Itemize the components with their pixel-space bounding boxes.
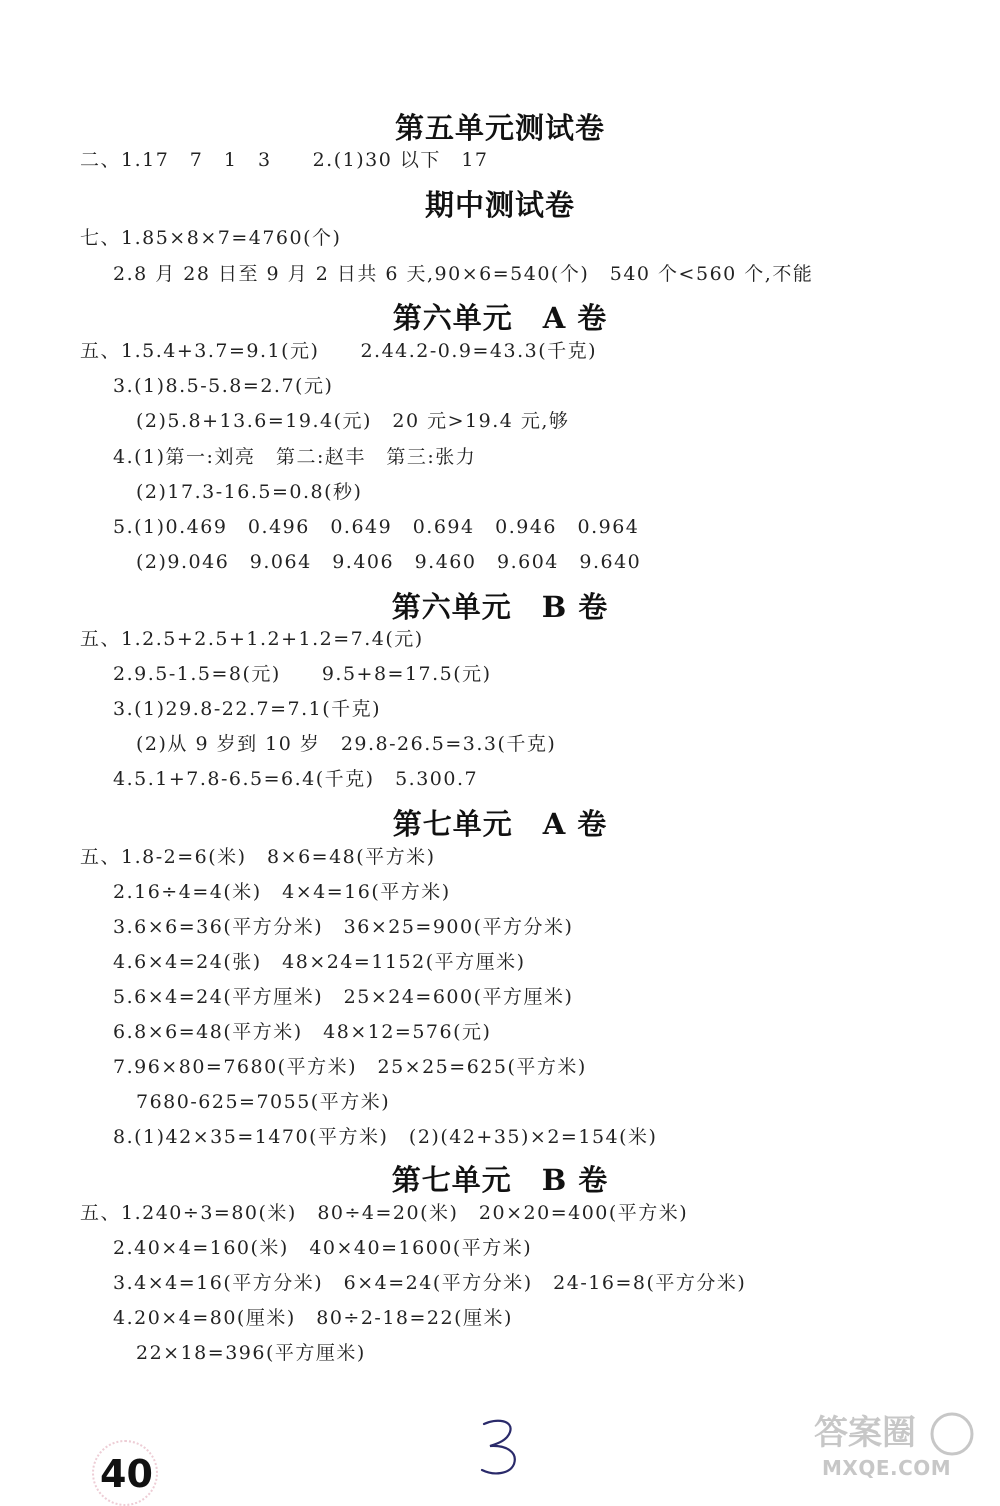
answer-line: 4.6×4=24(张) 48×24=1152(平方厘米) (113, 951, 526, 973)
heading-unit5-test: 第五单元测试卷 (394, 111, 605, 145)
answer-line: 七、1.85×8×7=4760(个) (80, 227, 342, 249)
answer-line: 7.96×80=7680(平方米) 25×25=625(平方米) (113, 1056, 587, 1078)
watermark (812, 1408, 982, 1483)
heading-midterm-test: 期中测试卷 (424, 188, 575, 222)
answer-line: 7680-625=7055(平方米) (136, 1091, 391, 1113)
answer-line: 3.(1)29.8-22.7=7.1(千克) (113, 698, 382, 720)
heading-unit7-b: 第七单元 B 卷 (391, 1163, 609, 1197)
page-number: 40 (100, 1452, 153, 1496)
answer-line: 3.(1)8.5-5.8=2.7(元) (113, 375, 334, 397)
svg-text:答案圈: 答案圈 (814, 1413, 916, 1453)
answer-line: (2)5.8+13.6=19.4(元) 20 元>19.4 元,够 (136, 410, 570, 432)
watermark-url: MXQE.COM (822, 1456, 952, 1480)
answer-line: (2)从 9 岁到 10 岁 29.8-26.5=3.3(千克) (136, 733, 557, 755)
answer-line: 五、1.5.4+3.7=9.1(元) 2.44.2-0.9=43.3(千克) (80, 340, 598, 362)
answer-line: 五、1.240÷3=80(米) 80÷4=20(米) 20×20=400(平方米) (80, 1202, 689, 1224)
answer-line: 4.5.1+7.8-6.5=6.4(千克) 5.300.7 (113, 768, 479, 790)
answer-line: 五、1.2.5+2.5+1.2+1.2=7.4(元) (80, 628, 424, 650)
answer-line: 3.4×4=16(平方分米) 6×4=24(平方分米) 24-16=8(平方分米) (113, 1272, 747, 1294)
answer-line: (2)9.046 9.064 9.406 9.460 9.604 9.640 (136, 551, 642, 573)
answer-line: 2.40×4=160(米) 40×40=1600(平方米) (113, 1237, 533, 1259)
answer-line: 22×18=396(平方厘米) (136, 1342, 366, 1364)
answer-line: 2.16÷4=4(米) 4×4=16(平方米) (113, 881, 451, 903)
answer-line: 5.6×4=24(平方厘米) 25×24=600(平方厘米) (113, 986, 574, 1008)
watermark-logo (812, 1408, 977, 1458)
heading-unit6-a: 第六单元 A 卷 (392, 301, 608, 335)
heading-unit6-b: 第六单元 B 卷 (391, 590, 609, 624)
answer-line: 4.(1)第一:刘亮 第二:赵丰 第三:张力 (113, 446, 477, 468)
answer-line: 4.20×4=80(厘米) 80÷2-18=22(厘米) (113, 1307, 513, 1329)
answer-line: (2)17.3-16.5=0.8(秒) (136, 481, 363, 503)
answer-line: 5.(1)0.469 0.496 0.649 0.694 0.946 0.964 (113, 516, 640, 538)
answer-line: 二、1.17 7 1 3 2.(1)30 以下 17 (80, 149, 489, 171)
answer-line: 2.9.5-1.5=8(元) 9.5+8=17.5(元) (113, 663, 492, 685)
answer-line: 2.8 月 28 日至 9 月 2 日共 6 天,90×6=540(个) 540 个<560 个,不能 (113, 263, 814, 285)
answer-line: 五、1.8-2=6(米) 8×6=48(平方米) (80, 846, 436, 868)
answer-line: 3.6×6=36(平方分米) 36×25=900(平方分米) (113, 916, 574, 938)
answer-line: 8.(1)42×35=1470(平方米) (2)(42+35)×2=154(米) (113, 1126, 658, 1148)
answer-line: 6.8×6=48(平方米) 48×12=576(元) (113, 1021, 492, 1043)
heading-unit7-a: 第七单元 A 卷 (392, 807, 608, 841)
handwritten-mark (476, 1416, 526, 1478)
